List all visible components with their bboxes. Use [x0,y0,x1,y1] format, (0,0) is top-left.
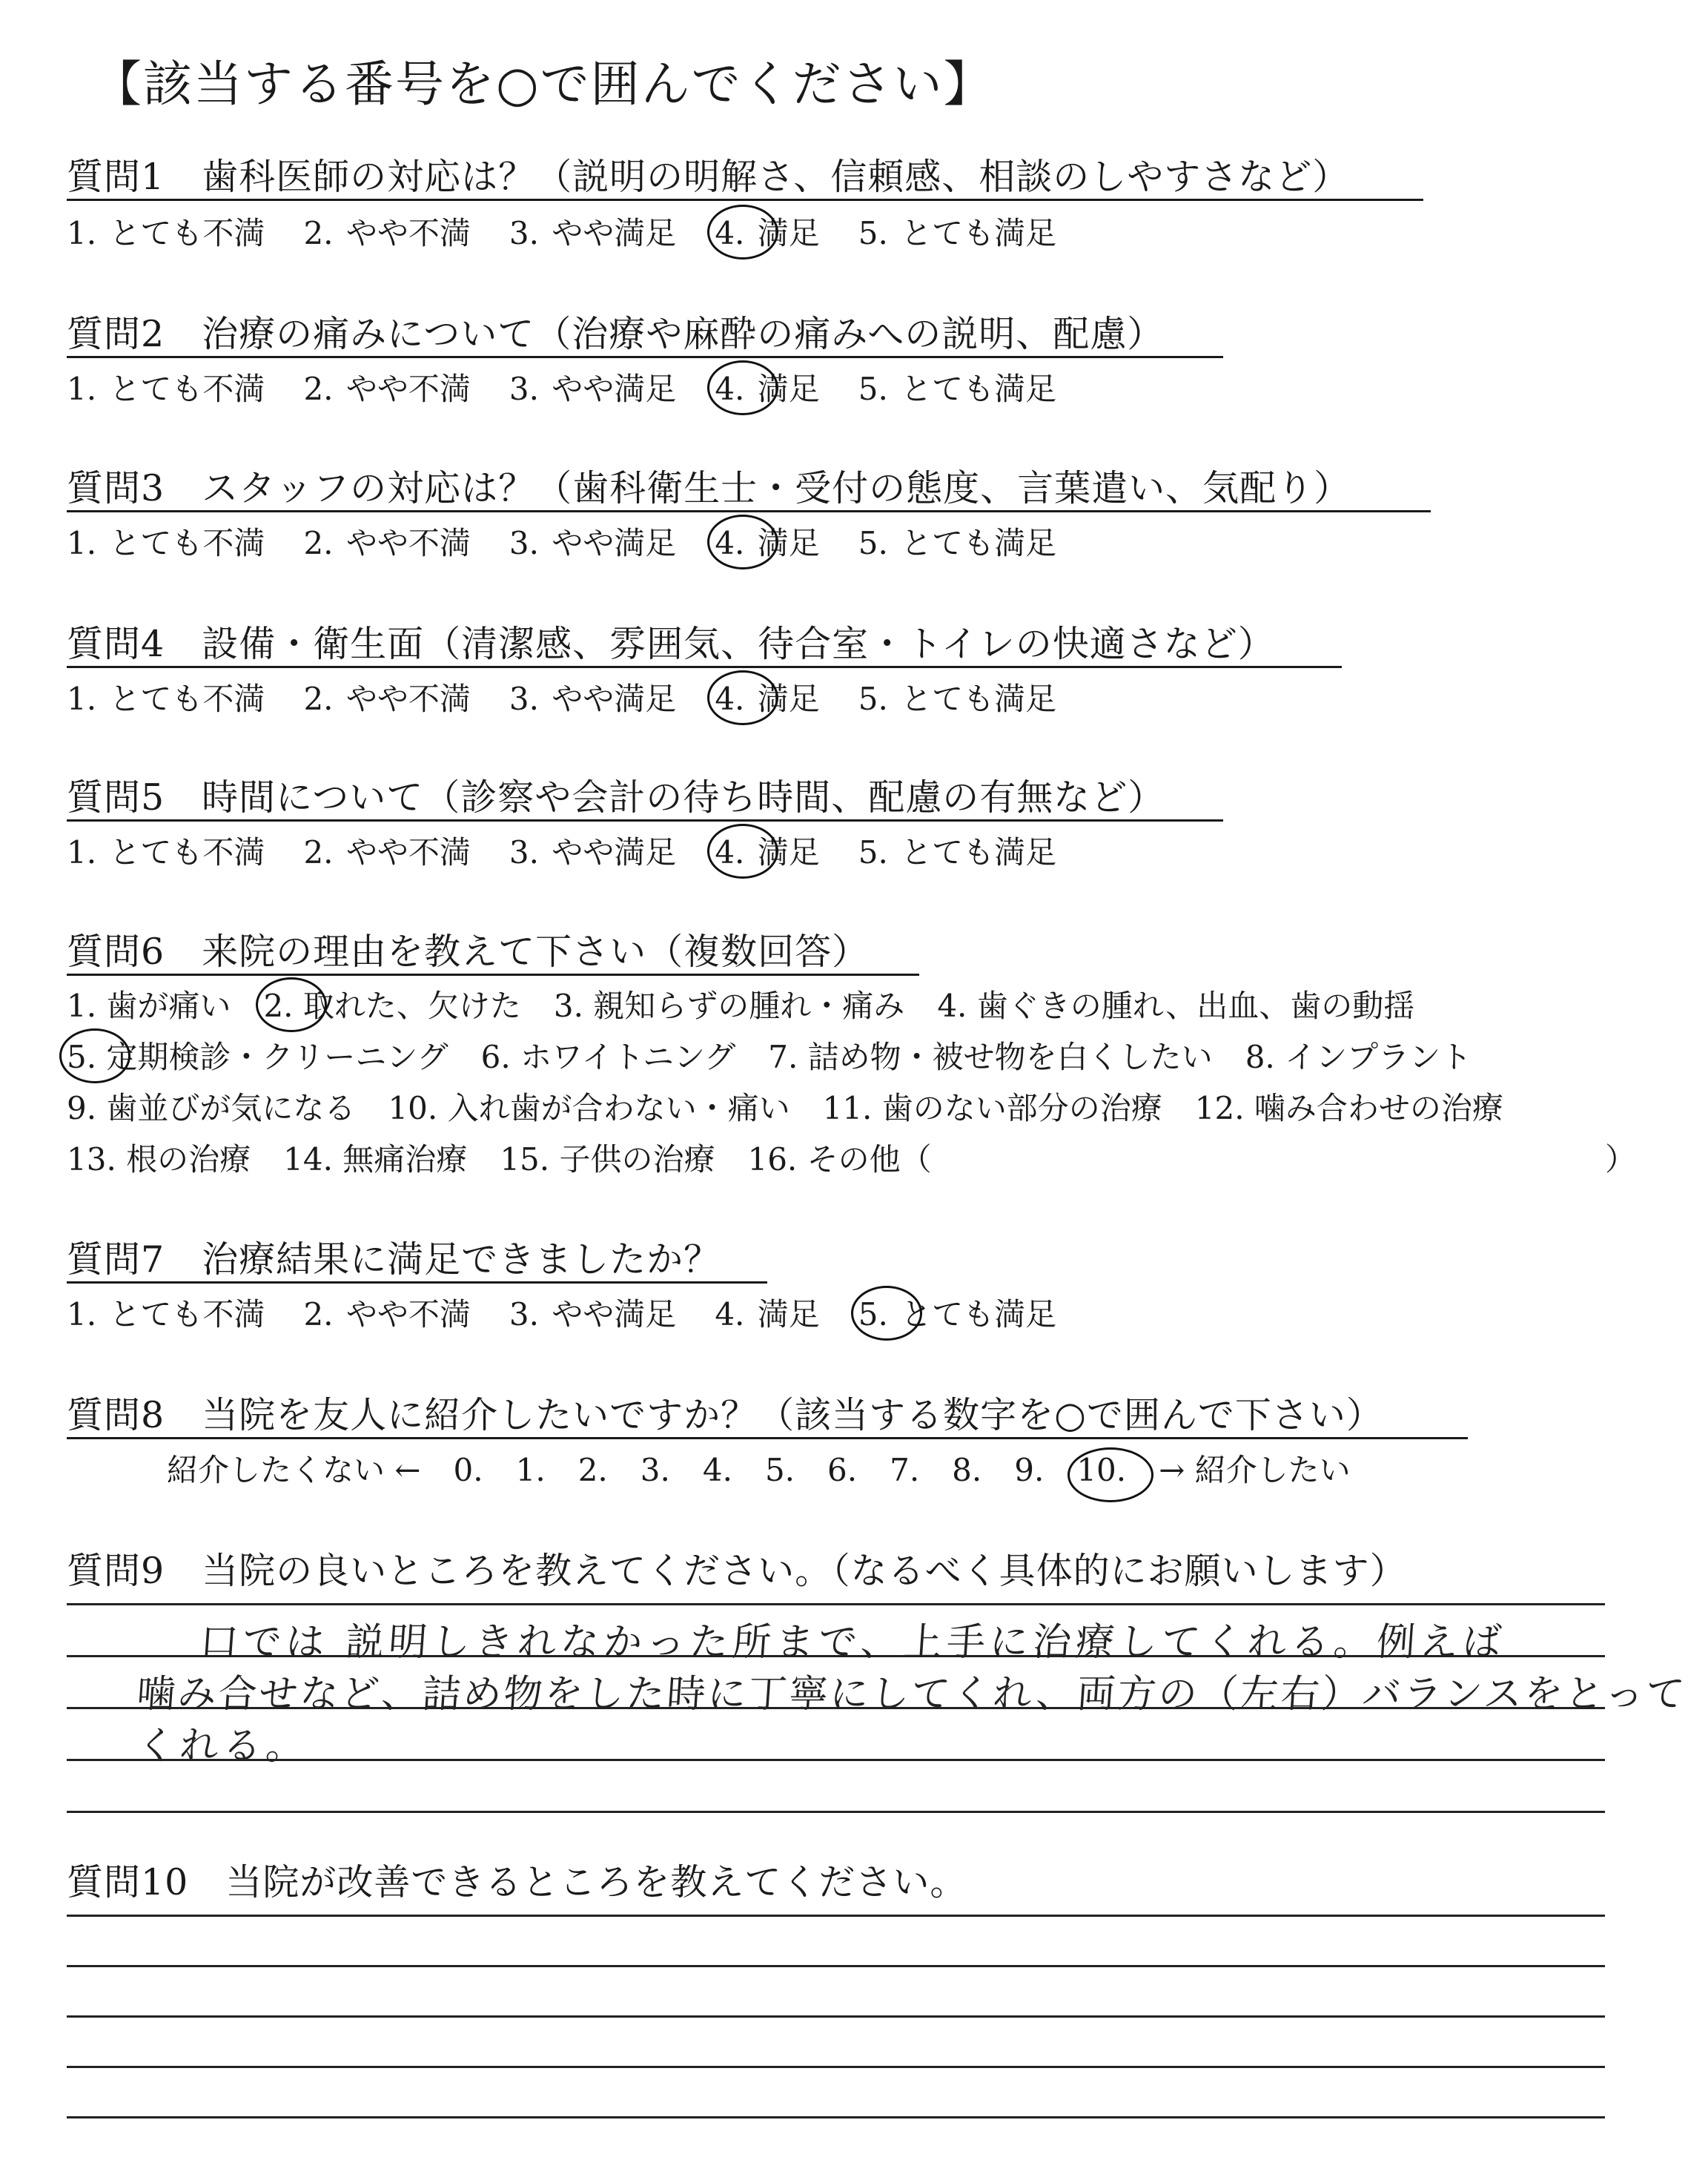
question-7-title: 質問7 治療結果に満足できましたか？ [67,1238,721,1281]
nps-5[interactable]: 5. [764,1452,795,1488]
question-6-row-3 [67,1084,1536,1129]
option-4-circled[interactable]: 4. 満足 [715,209,819,254]
question-6-title: 質問6 来院の理由を教えて下さい（複数回答） [67,931,870,973]
reason-8[interactable]: 8. インプラント [1245,1039,1472,1075]
option-2[interactable]: 2. やや不満 [303,1296,471,1332]
option-2[interactable]: 2. やや不満 [303,371,471,407]
nps-8[interactable]: 8. [952,1452,982,1488]
nps-1[interactable]: 1. [515,1452,546,1488]
option-5[interactable]: 5. とても満足 [858,525,1057,561]
question-8-scale [167,1446,1383,1490]
option-2[interactable]: 2. やや不満 [303,834,471,871]
reason-6[interactable]: 6. ホワイトニング [480,1039,736,1075]
answer-line [67,1915,1605,1917]
option-3[interactable]: 3. やや満足 [509,525,677,561]
nps-left-label: 紹介したくない ← [167,1452,421,1488]
answer-line [67,2015,1605,2018]
option-2[interactable]: 2. やや不満 [303,525,471,561]
reason-5-circled[interactable]: 5. 定期検診・クリーニング [67,1033,448,1077]
reason-9[interactable]: 9. 歯並びが気になる [67,1090,356,1126]
handwritten-answer-line-3: くれる。 [135,1724,311,1768]
reason-13[interactable]: 13. 根の治療 [67,1141,251,1178]
option-2[interactable]: 2. やや不満 [303,681,471,717]
reason-7[interactable]: 7. 詰め物・被せ物を白くしたい [768,1039,1213,1075]
reason-1[interactable]: 1. 歯が痛い [67,988,231,1024]
answer-line [67,1811,1605,1813]
reason-11[interactable]: 11. 歯のない部分の治療 [822,1090,1162,1126]
reason-12[interactable]: 12. 噛み合わせの治療 [1194,1090,1503,1126]
reason-4[interactable]: 4. 歯ぐきの腫れ、出血、歯の動揺 [937,988,1415,1024]
question-10-title: 質問10 当院が改善できるところを教えてください。 [67,1861,967,1903]
question-3-underline [67,510,1431,512]
option-5[interactable]: 5. とても満足 [858,834,1057,871]
option-2[interactable]: 2. やや不満 [303,215,471,251]
option-3[interactable]: 3. やや満足 [509,834,677,871]
nps-4[interactable]: 4. [702,1452,732,1488]
nps-7[interactable]: 7. [890,1452,920,1488]
question-8-underline [67,1437,1468,1439]
option-4-circled[interactable]: 4. 満足 [715,519,819,564]
question-9-title: 質問9 当院の良いところを教えてください。（なるべく具体的にお願いします） [67,1550,1407,1592]
question-6-underline [67,974,919,976]
option-3[interactable]: 3. やや満足 [509,1296,677,1332]
option-1[interactable]: 1. とても不満 [67,681,265,717]
answer-line [67,2116,1605,2118]
question-2-title: 質問2 治療の痛みについて（治療や麻酔の痛みへの説明、配慮） [67,313,1165,355]
question-1-title: 質問1 歯科医師の対応は？（説明の明解さ、信頼感、相談のしやすさなど） [67,156,1350,198]
question-5-options [67,828,1095,873]
option-3[interactable]: 3. やや満足 [509,681,677,717]
question-2-options [67,365,1095,409]
question-5-title: 質問5 時間について（診察や会計の待ち時間、配慮の有無など） [67,776,1165,819]
reason-14[interactable]: 14. 無痛治療 [283,1141,468,1178]
option-1[interactable]: 1. とても不満 [67,371,265,407]
option-5-circled[interactable]: 5. とても満足 [858,1290,1056,1335]
answer-line [67,1965,1605,1967]
option-4[interactable]: 4. 満足 [715,1296,820,1332]
question-7-options [67,1290,1095,1335]
option-4-circled[interactable]: 4. 満足 [715,365,819,409]
option-4-circled[interactable]: 4. 満足 [715,675,819,719]
handwritten-answer-line-2: 噛み合せなど、詰め物をした時に丁寧にしてくれ、両方の（左右）バランスをとって [135,1672,1689,1717]
question-8-title: 質問8 当院を友人に紹介したいですか？（該当する数字を○で囲んで下さい） [67,1394,1383,1436]
nps-9[interactable]: 9. [1014,1452,1045,1488]
option-1[interactable]: 1. とても不満 [67,834,265,871]
question-5-underline [67,819,1223,822]
reason-16[interactable]: 16. その他（ [747,1141,932,1178]
answer-line [67,1603,1605,1605]
nps-right-label: → 紹介したい [1159,1452,1351,1488]
option-1[interactable]: 1. とても不満 [67,1296,265,1332]
reason-3[interactable]: 3. 親知らずの腫れ・痛み [553,988,905,1024]
question-4-options [67,675,1095,719]
question-4-underline [67,666,1342,668]
nps-2[interactable]: 2. [577,1452,608,1488]
question-4-title: 質問4 設備・衛生面（清潔感、雰囲気、待合室・トイレの快適さなど） [67,623,1275,665]
nps-0[interactable]: 0. [453,1452,483,1488]
option-1[interactable]: 1. とても不満 [67,215,265,251]
question-6-row-1 [67,982,1447,1026]
question-1-options [67,209,1095,254]
answer-line [67,2066,1605,2068]
question-6-row-4 [67,1135,964,1180]
handwritten-answer-line-1: 口では 説明しきれなかった所まで、上手に治療してくれる。例えば [198,1620,1508,1665]
option-1[interactable]: 1. とても不満 [67,525,265,561]
option-3[interactable]: 3. やや満足 [509,371,677,407]
nps-10-circled[interactable]: 10. [1076,1452,1127,1488]
option-3[interactable]: 3. やや満足 [509,215,677,251]
option-4-circled[interactable]: 4. 満足 [715,828,819,873]
reason-2-circled[interactable]: 2. 取れた、欠けた [263,982,520,1026]
reason-15[interactable]: 15. 子供の治療 [500,1141,715,1178]
option-5[interactable]: 5. とても満足 [858,681,1057,717]
question-1-underline [67,199,1423,201]
reason-10[interactable]: 10. 入れ歯が合わない・痛い [388,1090,790,1126]
question-3-options [67,519,1095,564]
question-6-row-2 [67,1033,1504,1077]
question-7-underline [67,1281,767,1284]
nps-3[interactable]: 3. [640,1452,670,1488]
form-header: 【該当する番号を○で囲んでください】 [93,56,994,113]
question-2-underline [67,356,1223,358]
nps-6[interactable]: 6. [827,1452,858,1488]
reason-16-close-paren: ） [1605,1141,1637,1178]
option-5[interactable]: 5. とても満足 [858,371,1057,407]
question-3-title: 質問3 スタッフの対応は？（歯科衛生士・受付の態度、言葉遣い、気配り） [67,467,1351,509]
option-5[interactable]: 5. とても満足 [858,215,1057,251]
